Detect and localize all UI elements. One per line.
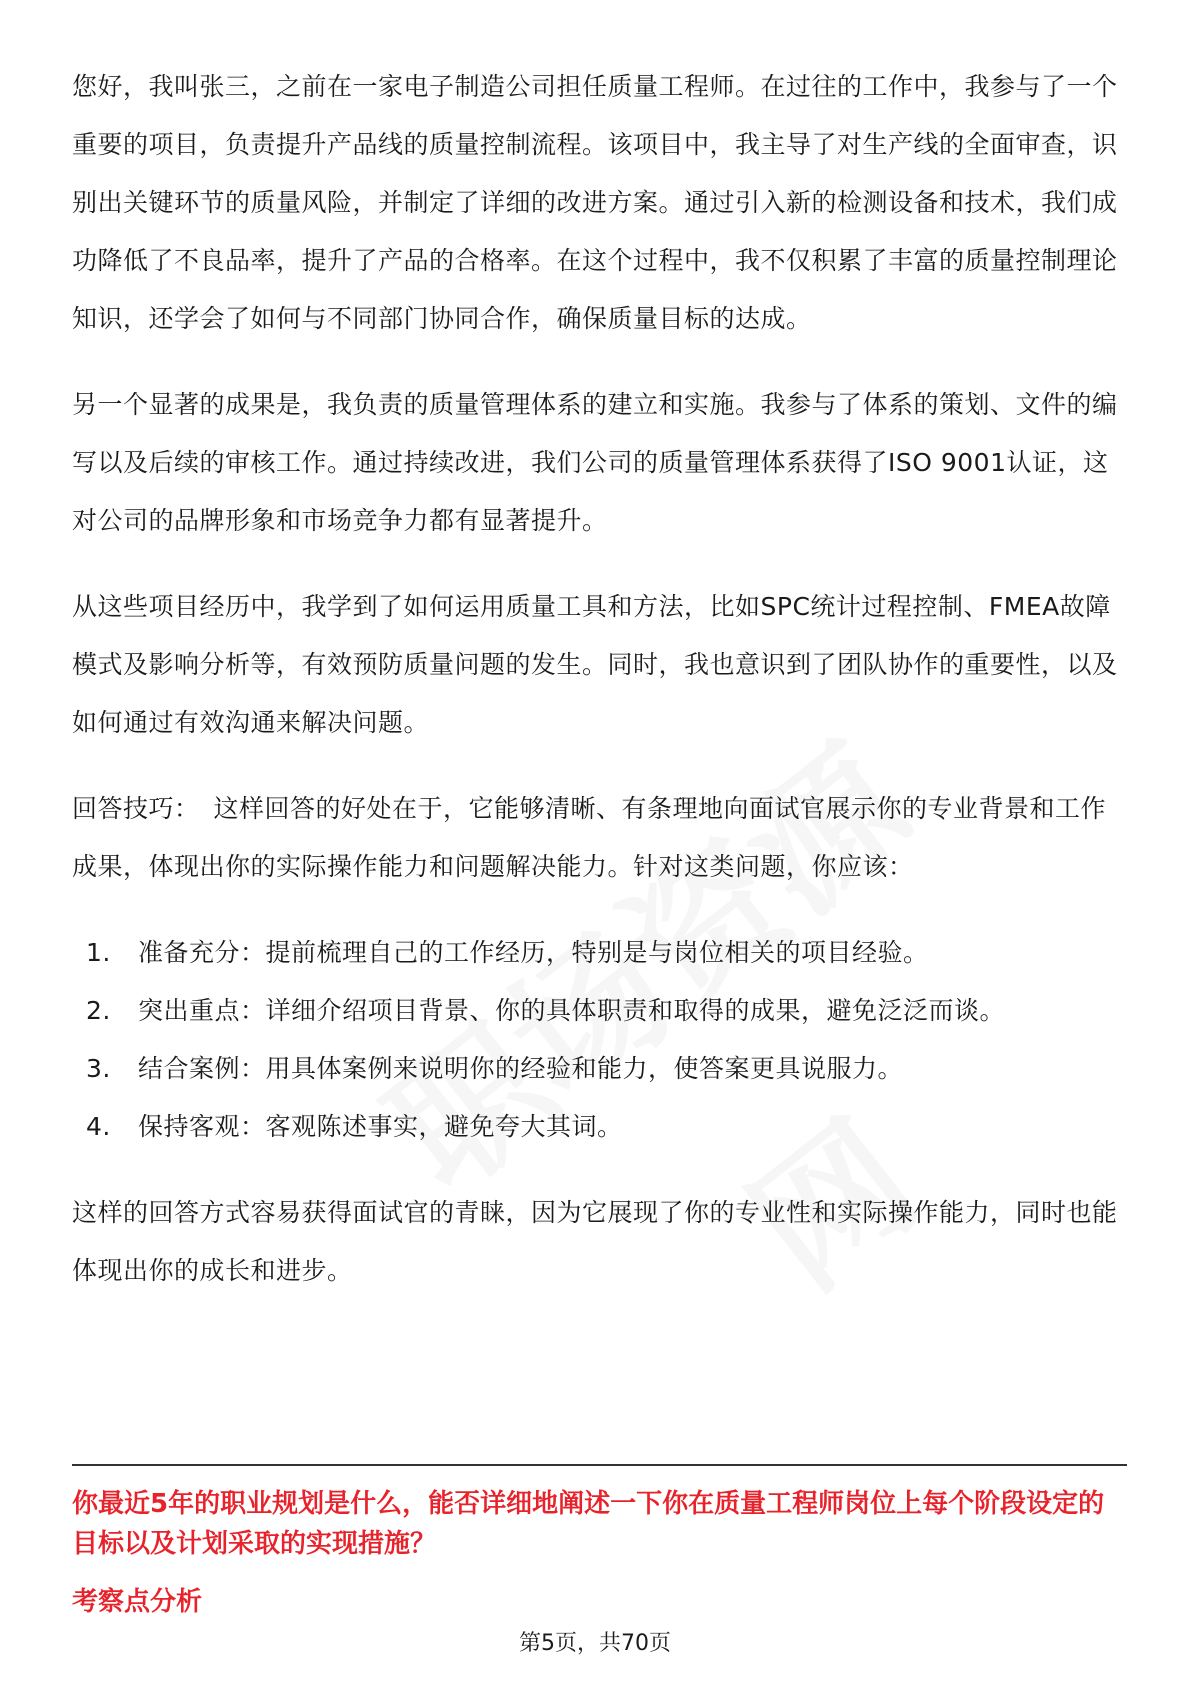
list-item-number: 4.	[86, 1112, 111, 1141]
tips-label: 回答技巧：	[72, 794, 200, 823]
next-question-heading: 你最近5年的职业规划是什么，能否详细地阐述一下你在质量工程师岗位上每个阶段设定的目标以及计划采取的实现措施？	[72, 1489, 1105, 1559]
list-item-text: 准备充分：提前梳理自己的工作经历，特别是与岗位相关的项目经验。	[138, 938, 929, 967]
paragraph-intro: 您好，我叫张三，之前在一家电子制造公司担任质量工程师。在过往的工作中，我参与了一个重要的项目，负责提升产品线的质量控制流程。该项目中，我主导了对生产线的全面审查，识别出关键环节的质量风险，并制定了详细的改进方案。通过引入新的检测设备和技术，我们成功降低了不良品率，提升了产品的合格率。在这个过程中，我不仅积累了丰富的质量控制理论知识，还学会了如何与不同部门协同合作，确保质量目标的达成。	[72, 72, 1118, 333]
list-item-text: 结合案例：用具体案例来说明你的经验和能力，使答案更具说服力。	[138, 1054, 904, 1083]
list-item-text: 保持客观：客观陈述事实，避免夸大其词。	[138, 1112, 623, 1141]
list-item	[72, 1098, 1127, 1156]
list-item-text: 突出重点：详细介绍项目背景、你的具体职责和取得的成果，避免泛泛而谈。	[138, 996, 1006, 1025]
steps-list	[72, 924, 1127, 1156]
tips-text: 这样回答的好处在于，它能够清晰、有条理地向面试官展示你的专业背景和工作成果，体现出你的实际操作能力和问题解决能力。针对这类问题，你应该：	[72, 794, 1107, 881]
list-item-number: 2.	[86, 996, 111, 1025]
list-item-number: 3.	[86, 1054, 111, 1083]
document-body	[72, 58, 1127, 1328]
section-divider	[72, 1464, 1127, 1466]
paragraph-achievement: 另一个显著的成果是，我负责的质量管理体系的建立和实施。我参与了体系的策划、文件的编写以及后续的审核工作。通过持续改进，我们公司的质量管理体系获得了ISO 9001认证，这对公司的品牌形象和市场竞争力都有显著提升。	[72, 390, 1118, 535]
analysis-heading: 考察点分析	[72, 1587, 203, 1617]
list-item-number: 1.	[86, 938, 111, 967]
page-footer: 第5页，共70页	[519, 1631, 671, 1656]
paragraph-lessons: 从这些项目经历中，我学到了如何运用质量工具和方法，比如SPC统计过程控制、FMEA故障模式及影响分析等，有效预防质量问题的发生。同时，我也意识到了团队协作的重要性，以及如何通过有效沟通来解决问题。	[72, 592, 1118, 737]
list-item	[72, 982, 1127, 1040]
list-item	[72, 924, 1127, 982]
list-item	[72, 1040, 1127, 1098]
paragraph-conclusion: 这样的回答方式容易获得面试官的青睐，因为它展现了你的专业性和实际操作能力，同时也能体现出你的成长和进步。	[72, 1198, 1118, 1285]
paragraph-tips	[72, 780, 1127, 896]
